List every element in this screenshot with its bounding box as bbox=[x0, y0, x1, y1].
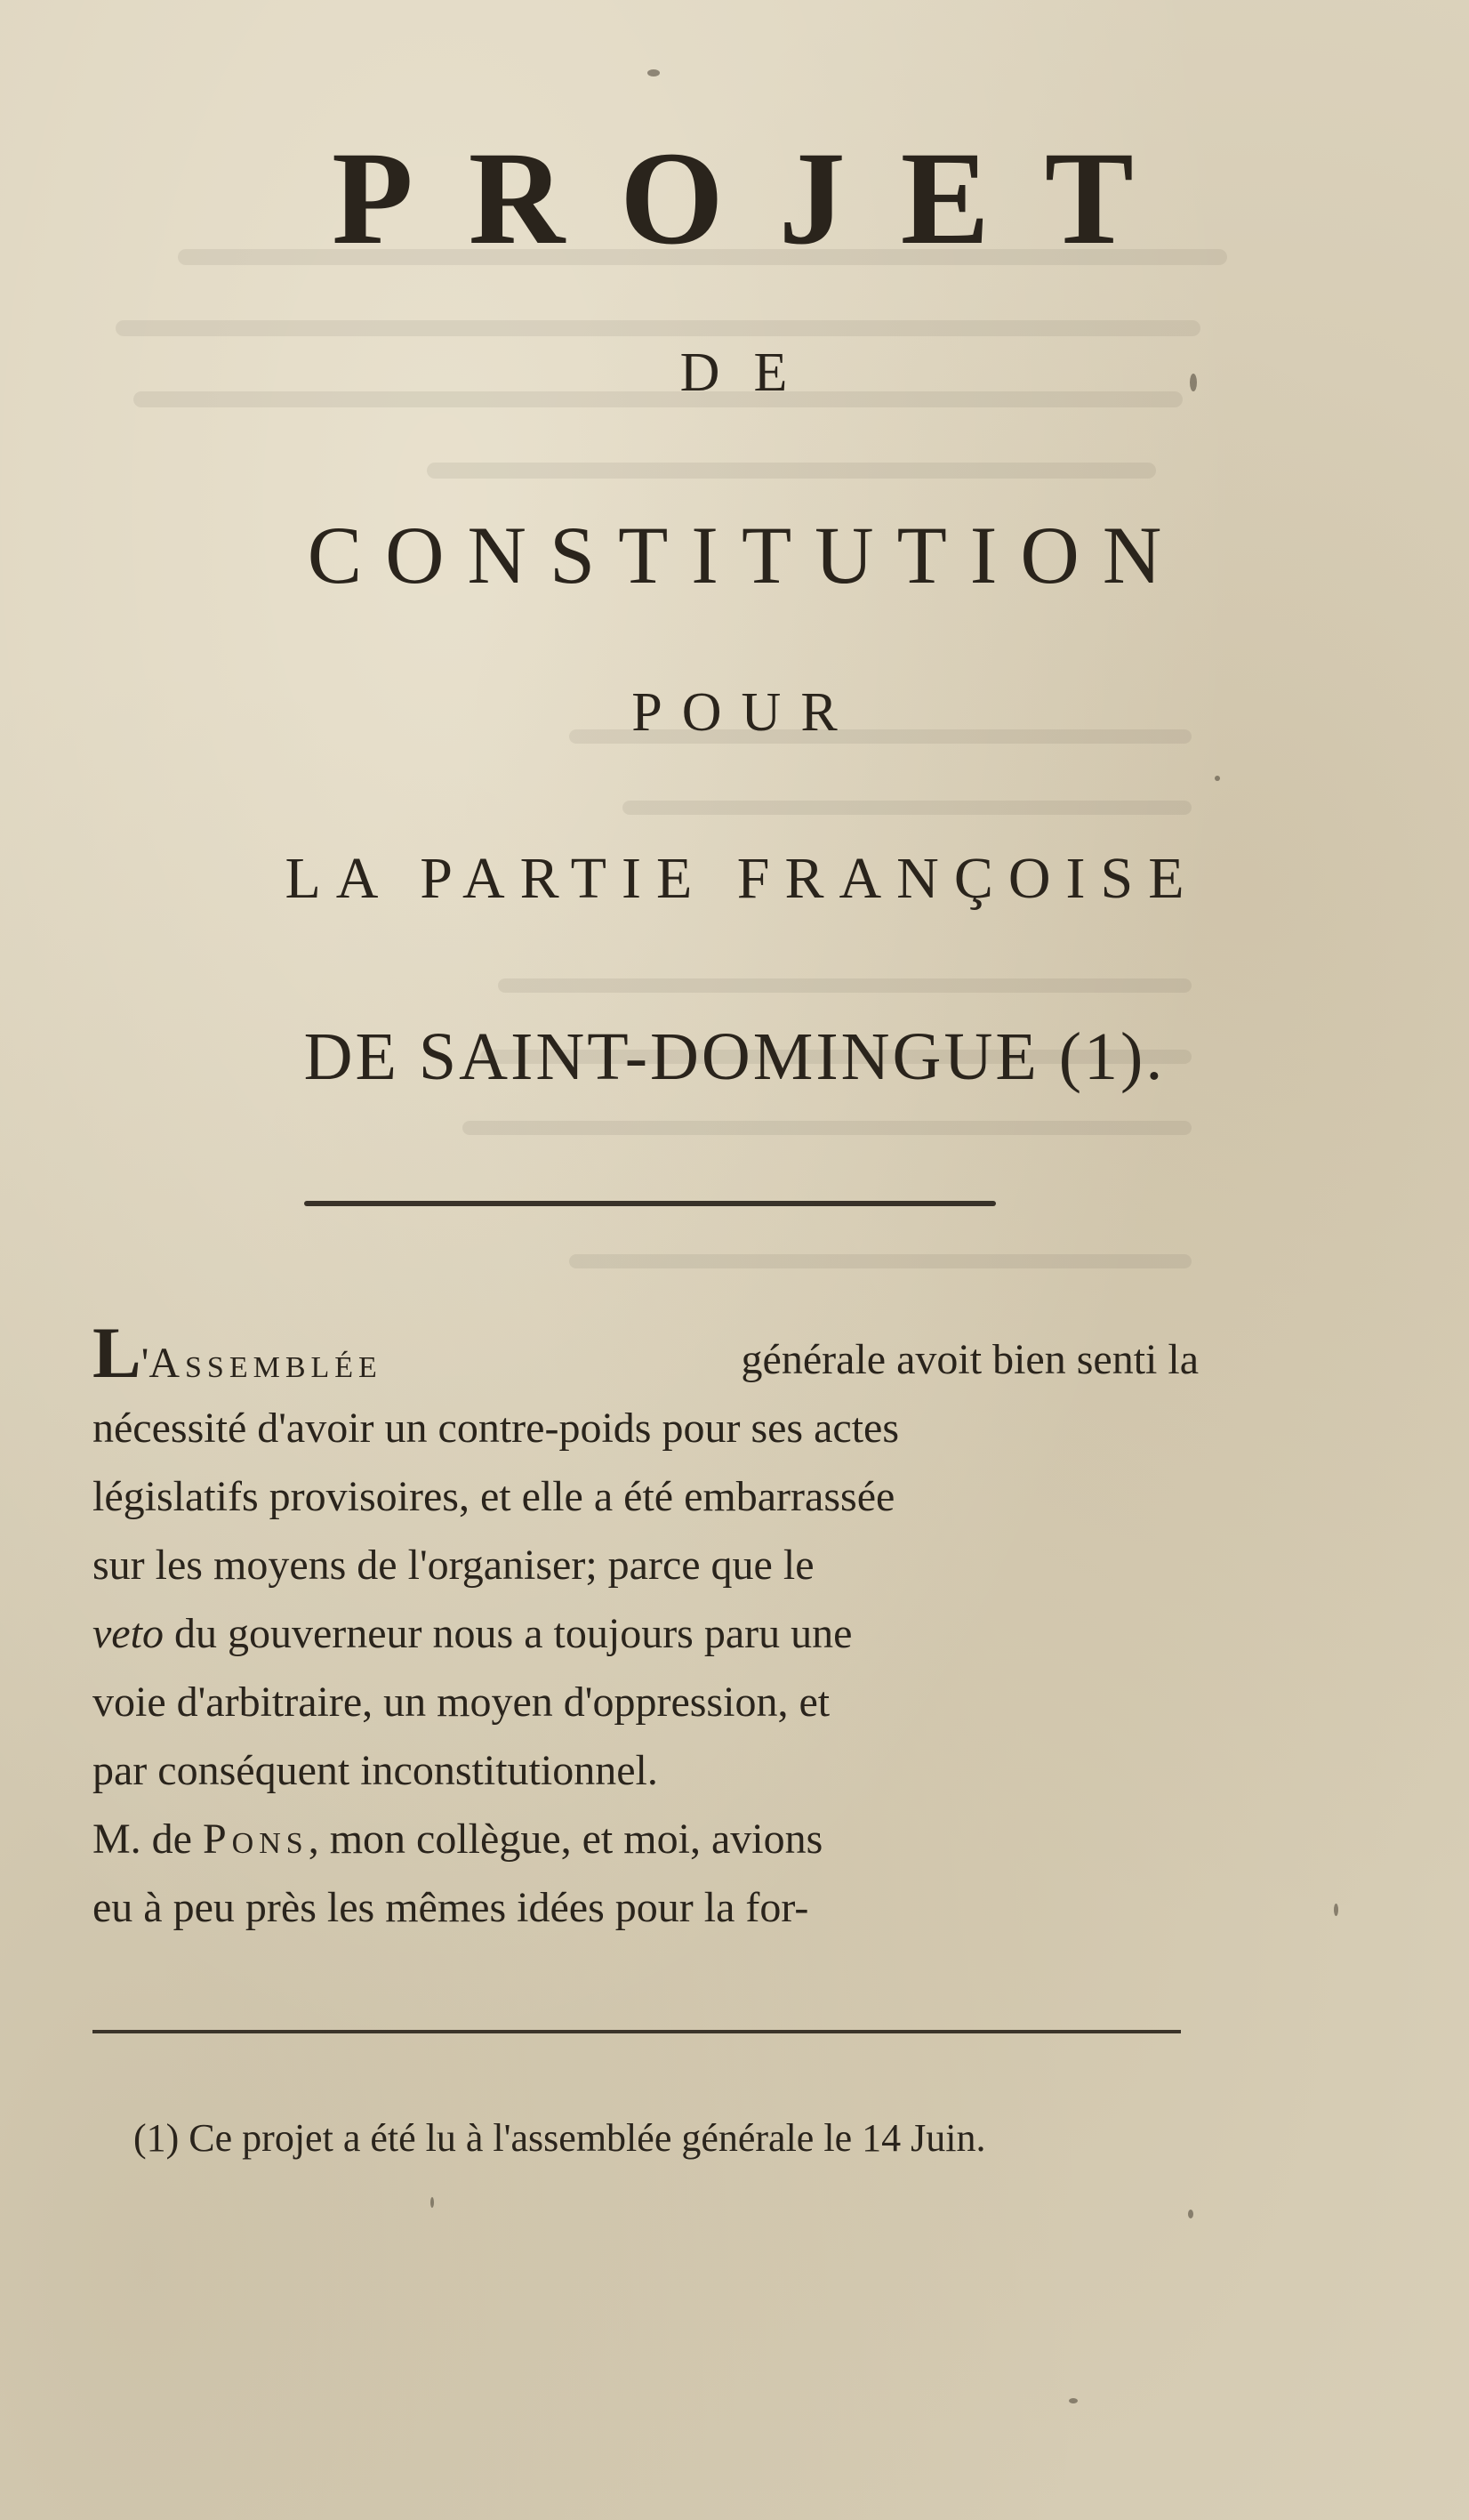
ornamental-rule bbox=[304, 1201, 996, 1206]
paper-speck bbox=[647, 69, 660, 76]
small-caps-name: Pons bbox=[202, 1816, 309, 1863]
footnote: (1) Ce projet a été lu à l'assemblée générale le 14 Juin. bbox=[133, 2116, 986, 2160]
text-line: eu à peu près les mêmes idées pour la for- bbox=[92, 1884, 809, 1931]
text-line: par conséquent inconstitutionnel. bbox=[92, 1747, 658, 1794]
body-paragraph bbox=[92, 1312, 1199, 1942]
paper-speck bbox=[1188, 2210, 1193, 2218]
opening-phrase: L'Assemblée bbox=[92, 1312, 382, 1393]
text-line: veto du gouverneur nous a toujours paru une bbox=[92, 1610, 853, 1657]
small-caps-word: Assemblée bbox=[149, 1340, 382, 1387]
italic-word: veto bbox=[92, 1610, 164, 1657]
line-text: générale avoit bien senti la bbox=[741, 1336, 1199, 1383]
text-line: nécessité d'avoir un contre-poids pour ses actes bbox=[92, 1405, 900, 1452]
title-projet: PROJET bbox=[332, 125, 1189, 272]
drop-cap: L bbox=[92, 1312, 141, 1393]
footnote-rule bbox=[92, 2030, 1181, 2033]
title-pour: POUR bbox=[631, 682, 857, 743]
paper-speck bbox=[1215, 776, 1220, 781]
title-partie-francoise: LA PARTIE FRANÇOISE bbox=[285, 846, 1200, 911]
text-line: voie d'arbitraire, un moyen d'oppression, et bbox=[92, 1679, 831, 1726]
title-constitution: CONSTITUTION bbox=[307, 510, 1185, 600]
text-line: M. de Pons, mon collègue, et moi, avions bbox=[92, 1816, 823, 1863]
title-saint-domingue: DE SAINT-DOMINGUE (1). bbox=[303, 1019, 1166, 1094]
paper-speck bbox=[430, 2197, 434, 2208]
paper-speck bbox=[1334, 1904, 1338, 1916]
paper-speck bbox=[1069, 2398, 1078, 2403]
paper-speck bbox=[1190, 374, 1197, 391]
title-de: DE bbox=[679, 342, 822, 403]
text-line bbox=[92, 1312, 1199, 1394]
text-line: sur les moyens de l'organiser; parce que le bbox=[92, 1542, 815, 1589]
text-line: législatifs provisoires, et elle a été embarrassée bbox=[92, 1473, 895, 1520]
